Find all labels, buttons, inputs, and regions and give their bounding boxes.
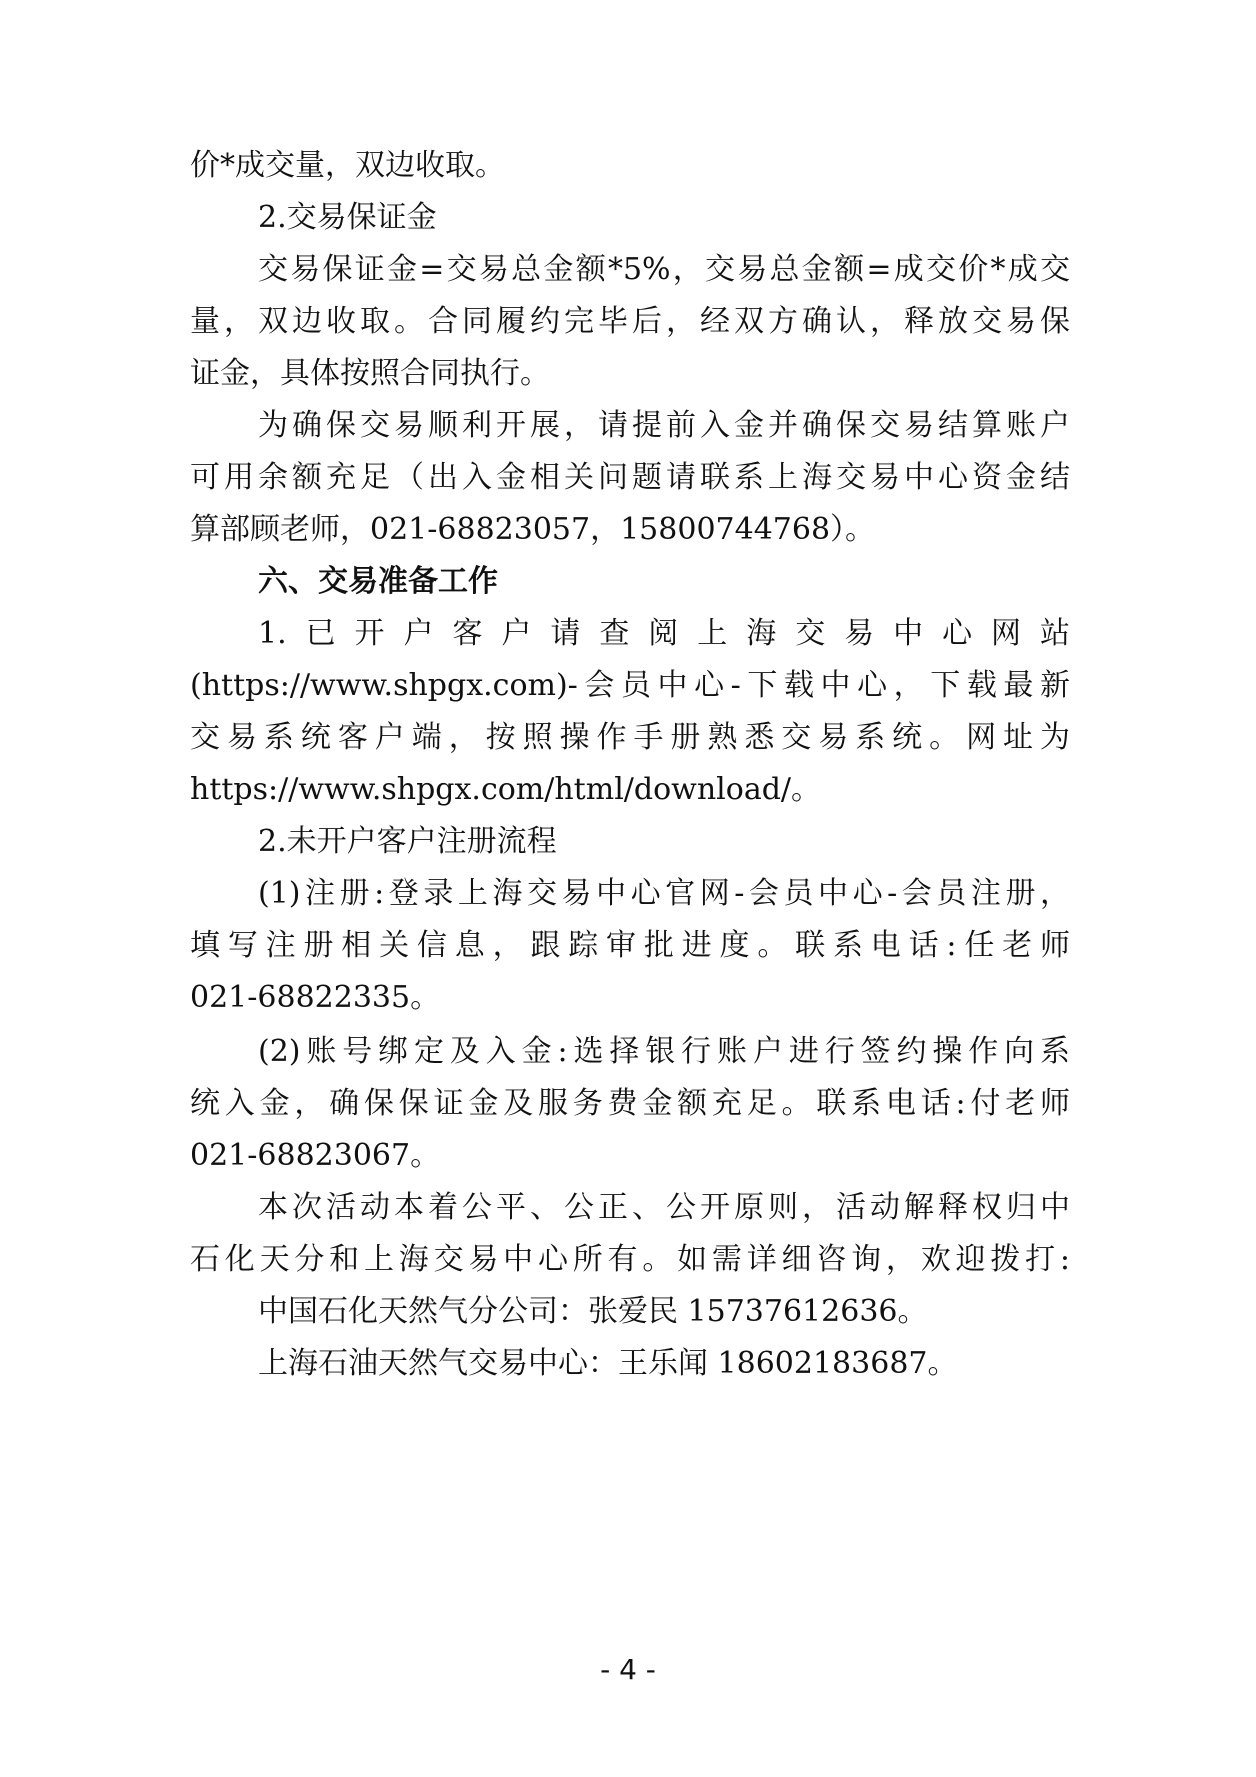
paragraph-line: (https://www.shpgx.com)-会员中心-下载中心，下载最新 bbox=[190, 668, 1070, 703]
paragraph-line: 为确保交易顺利开展，请提前入金并确保交易结算账户 bbox=[258, 408, 1070, 443]
paragraph-line: 可用余额充足（出入金相关问题请联系上海交易中心资金结 bbox=[190, 460, 1070, 495]
contact-line-shpgx: 上海石油天然气交易中心：王乐闻 18602183687。 bbox=[258, 1346, 958, 1381]
paragraph-line: 021-68823067。 bbox=[190, 1138, 441, 1173]
paragraph-line: 021-68822335。 bbox=[190, 980, 441, 1015]
paragraph-line: 算部顾老师，021-68823057，15800744768）。 bbox=[190, 512, 876, 547]
contact-line-sinopec: 中国石化天然气分公司：张爱民 15737612636。 bbox=[258, 1294, 928, 1329]
subsection-heading-deposit: 2.交易保证金 bbox=[258, 200, 437, 235]
paragraph-line: 填写注册相关信息，跟踪审批进度。联系电话:任老师 bbox=[190, 928, 1070, 963]
paragraph-line: 证金，具体按照合同执行。 bbox=[190, 356, 550, 391]
paragraph-line: https://www.shpgx.com/html/download/。 bbox=[190, 772, 822, 807]
paragraph-line: 1.已开户客户请查阅上海交易中心网站 bbox=[258, 616, 1070, 651]
page-number: - 4 - bbox=[600, 1653, 656, 1686]
paragraph-line: 价*成交量，双边收取。 bbox=[190, 148, 505, 183]
paragraph-line: 本次活动本着公平、公正、公开原则，活动解释权归中 bbox=[258, 1190, 1070, 1225]
subsection-heading-registration: 2.未开户客户注册流程 bbox=[258, 824, 557, 859]
section-heading-trading-preparation: 六、交易准备工作 bbox=[258, 564, 498, 599]
paragraph-line: 统入金，确保保证金及服务费金额充足。联系电话:付老师 bbox=[190, 1086, 1070, 1121]
paragraph-line: 石化天分和上海交易中心所有。如需详细咨询，欢迎拨打: bbox=[190, 1242, 1070, 1277]
paragraph-line: (2)账号绑定及入金:选择银行账户进行签约操作向系 bbox=[258, 1034, 1070, 1069]
paragraph-line: (1)注册:登录上海交易中心官网-会员中心-会员注册， bbox=[258, 876, 1070, 911]
paragraph-line: 交易系统客户端，按照操作手册熟悉交易系统。网址为 bbox=[190, 720, 1070, 755]
paragraph-line: 交易保证金=交易总金额*5%，交易总金额=成交价*成交 bbox=[258, 252, 1070, 287]
paragraph-line: 量，双边收取。合同履约完毕后，经双方确认，释放交易保 bbox=[190, 304, 1070, 339]
